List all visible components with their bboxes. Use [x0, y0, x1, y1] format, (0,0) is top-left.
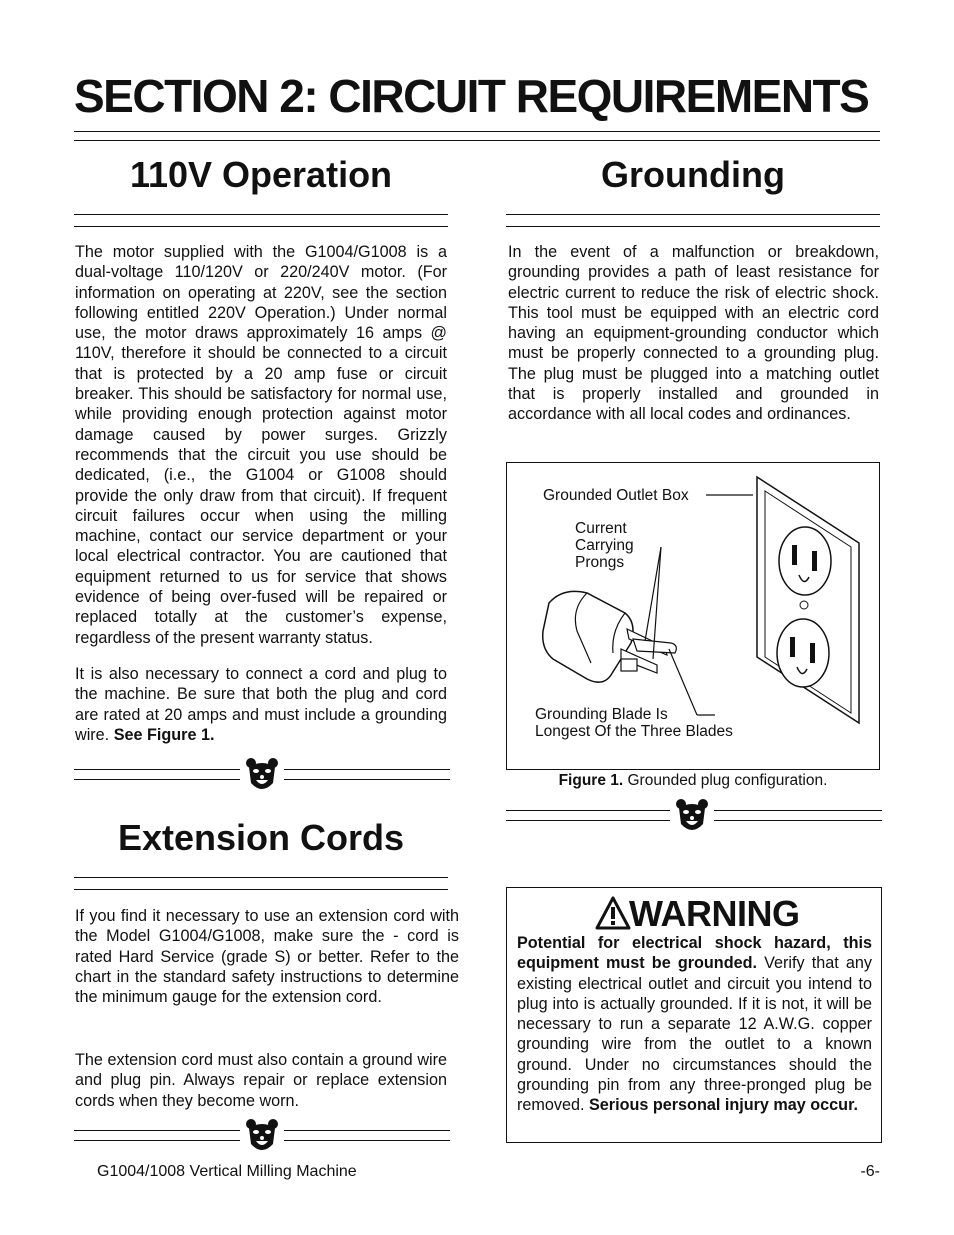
rule — [74, 889, 448, 890]
warning-body: Verify that any existing electrical outlet and circuit you intend to plug into is actually grounded. If it is not, it will be necessary to run a separate 12 A.W.G. copper grounding wire from the outlet to a known ground. Under no circumstances should the grounding pin from any three-pronged plug be removed. — [517, 954, 873, 1115]
rule — [506, 226, 880, 227]
title-rule-bottom — [74, 140, 880, 141]
warning-box — [506, 887, 882, 1143]
label-current-carrying-prongs: Current Carrying Prongs — [575, 520, 634, 571]
bear-divider — [506, 798, 882, 834]
extension-paragraph-1: If you find it necessary to use an extension cord with the Model G1004/G1008, make sure the - cord is rated Hard Service (grade S) or better. Refer to the chart in the standard safety instructions to determine the minimum gauge for the extension cord. — [75, 907, 459, 1007]
warning-triangle-icon — [595, 896, 631, 930]
warning-heading: WARNING — [629, 893, 800, 934]
op110-p2-text: It is also necessary to connect a cord and plug to the machine. Be sure that both the plug and cord are rated at 20 amps and must include a grounding wire. — [75, 665, 447, 744]
rule — [74, 214, 448, 215]
figure-grounded-plug — [506, 462, 880, 770]
rule — [74, 877, 448, 878]
warning-bold-tail: Serious personal injury may occur. — [588, 1096, 858, 1115]
op110-paragraph-1: The motor supplied with the G1004/G1008 is a dual-voltage 110/120V or 220/240V motor. (For information on operating at 220V, see the section following entitled 220V Operation.) Under normal use, the motor draws approximately 16 amps @ 110V, therefore it should be connected to a circuit that is protected by a 20 amp fuse or circuit breaker. This should be satisfactory for normal use, while providing enough protection against motor damage caused by power surges. Grizzly recommends that the circuit you use should be dedicated, (i.e., the G1004 or G1008 should provide the only draw from that circuit). If frequent circuit failures occur when using the milling machine, contact our service department or your local electrical contractor. You are cautioned that equipment returned to us for service that shows evidence of being over-fused will be repaired or replaced totally at the customer’s expense, regardless of the present warranty status. — [75, 243, 447, 647]
rule — [506, 214, 880, 215]
bear-logo-icon — [245, 1118, 279, 1154]
caption-number: Figure 1. — [558, 772, 624, 789]
bear-logo-icon — [245, 757, 279, 793]
heading-extension-cords: Extension Cords — [117, 817, 405, 858]
extension-paragraph-2: The extension cord must also contain a ground wire and plug pin. Always repair or replace extension cords when they become worn. — [75, 1051, 447, 1110]
label-grounding-blade: Grounding Blade Is Longest Of the Three Blades — [535, 706, 733, 740]
bear-divider — [74, 1118, 450, 1154]
warning-text — [517, 933, 872, 1116]
grounding-paragraph-1: In the event of a malfunction or breakdown, grounding provides a path of least resistance for electric current to reduce the risk of electric shock. This tool must be equipped with an electric cord having an equipment-grounding conductor which must be properly connected to a grounding plug. The plug must be plugged into a matching outlet that is properly installed and grounded in accordance with all local codes and ordinances. — [508, 243, 879, 424]
footer-title: G1004/1008 Vertical Milling Machine — [97, 1163, 357, 1180]
op110-paragraph-2 — [75, 664, 447, 745]
figure-reference: See Figure 1. — [113, 725, 215, 744]
figure-caption — [506, 772, 880, 790]
title-rule-top — [74, 131, 880, 132]
label-grounded-outlet-box: Grounded Outlet Box — [543, 487, 689, 504]
page-title: SECTION 2: CIRCUIT REQUIREMENTS — [74, 70, 869, 122]
bear-divider — [74, 757, 450, 793]
warning-bold-lead: Potential for electrical shock hazard, this equipment must be grounded. — [517, 934, 872, 973]
rule — [74, 226, 448, 227]
heading-110v-operation: 110V Operation — [129, 154, 393, 195]
heading-grounding: Grounding — [601, 154, 785, 195]
page-number: -6- — [860, 1163, 880, 1180]
bear-logo-icon — [675, 798, 709, 834]
caption-text: Grounded plug configuration. — [623, 772, 828, 789]
